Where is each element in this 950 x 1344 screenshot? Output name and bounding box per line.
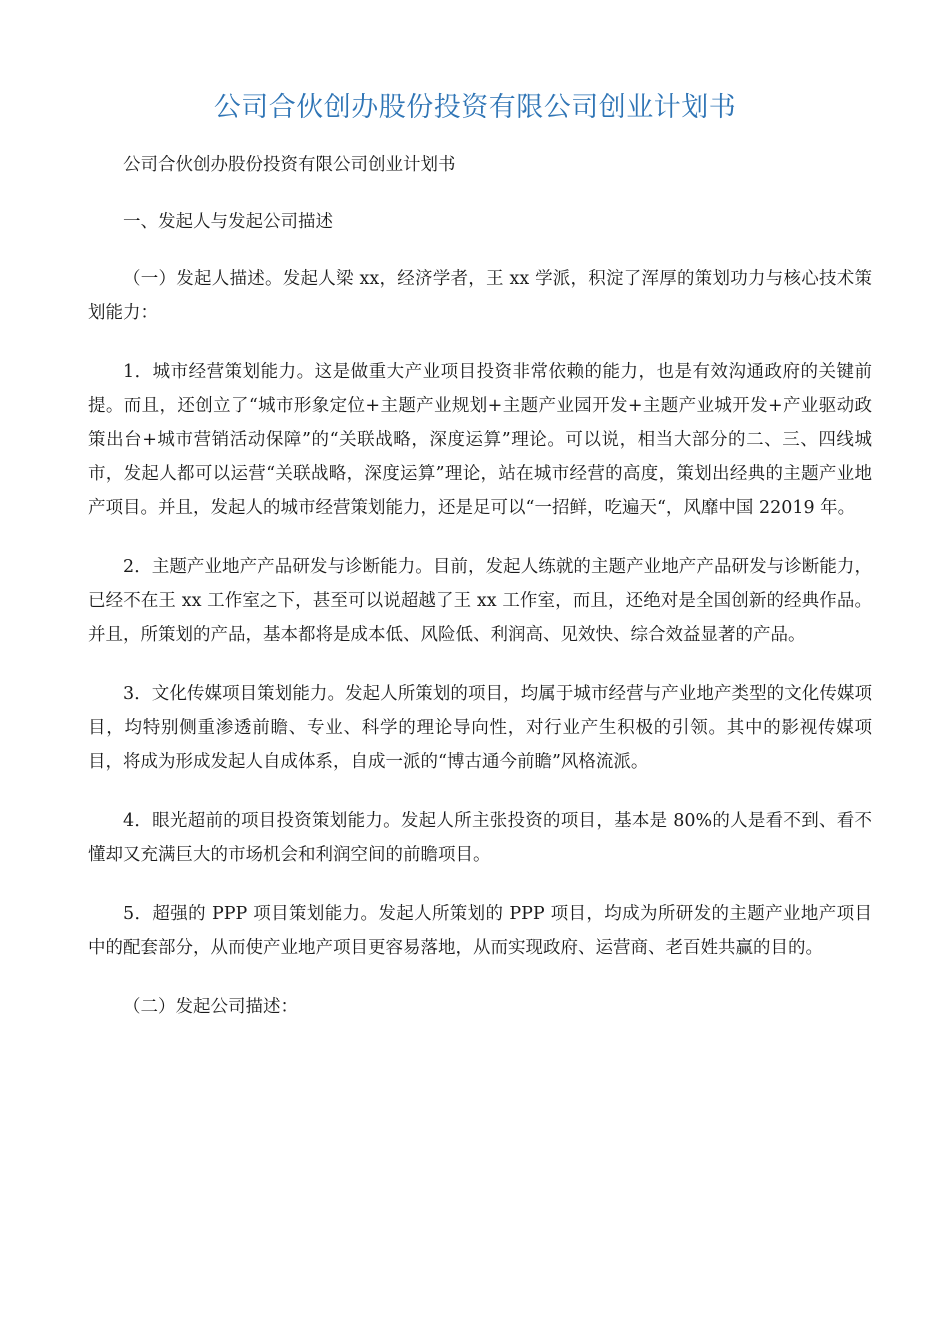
section-heading-1: 一、发起人与发起公司描述 (123, 212, 333, 232)
ability-2-paragraph: 2．主题产业地产产品研发与诊断能力。目前，发起人练就的主题产业地产产品研发与诊断能力，已经不在王 xx 工作室之下，甚至可以说超越了王 xx 工作室，而且，还绝对是全国创新的经典作品。并且，所策划的产品，基本都将是成本低、风险低、利润高、见效快、综合效益显著的产品。 (88, 557, 872, 645)
ability-4-paragraph: 4．眼光超前的项目投资策划能力。发起人所主张投资的项目，基本是 80%的人是看不到、看不懂却又充满巨大的市场机会和利润空间的前瞻项目。 (88, 811, 872, 865)
ability-3-paragraph: 3．文化传媒项目策划能力。发起人所策划的项目，均属于城市经营与产业地产类型的文化传媒项目，均特别侧重渗透前瞻、专业、科学的理论导向性，对行业产生积极的引领。其中的影视传媒项目，将成为形成发起人自成体系，自成一派的“博古通今前瞻”风格流派。 (88, 684, 872, 772)
document-body (88, 148, 872, 1049)
company-description-heading: （二）发起公司描述： (123, 997, 298, 1017)
founder-description-paragraph: （一）发起人描述。发起人梁 xx，经济学者，王 xx 学派，积淀了浑厚的策划功力与核心技术策划能力： (88, 269, 872, 323)
subtitle-paragraph: 公司合伙创办股份投资有限公司创业计划书 (123, 155, 456, 175)
document-title: 公司合伙创办股份投资有限公司创业计划书 (213, 92, 737, 123)
ability-1-paragraph: 1．城市经营策划能力。这是做重大产业项目投资非常依赖的能力，也是有效沟通政府的关键前提。而且，还创立了“城市形象定位+主题产业规划+主题产业园开发+主题产业城开发+产业驱动政策出台+城市营销活动保障”的“关联战略，深度运算”理论。可以说，相当大部分的二、三、四线城市，发起人都可以运营“关联战略，深度运算”理论，站在城市经营的高度，策划出经典的主题产业地产项目。并且，发起人的城市经营策划能力，还是足可以“一招鲜，吃遍天“，风靡中国 22019 年。 (88, 362, 872, 518)
ability-5-paragraph: 5．超强的 PPP 项目策划能力。发起人所策划的 PPP 项目，均成为所研发的主题产业地产项目中的配套部分，从而使产业地产项目更容易落地，从而实现政府、运营商、老百姓共赢的目的。 (88, 904, 872, 958)
